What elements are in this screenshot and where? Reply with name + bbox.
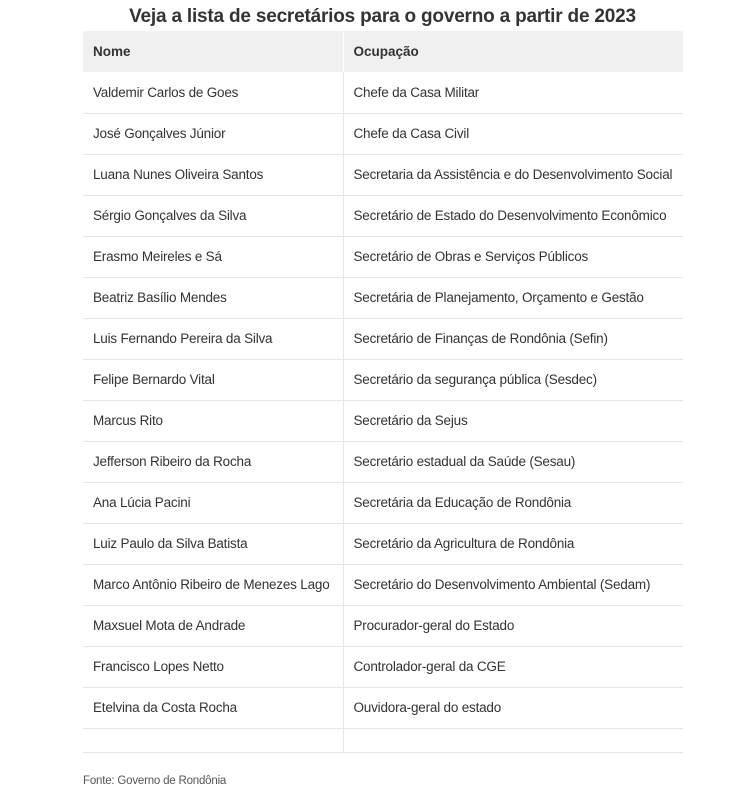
cell-name: Felipe Bernardo Vital	[83, 359, 343, 400]
cell-occupation	[343, 728, 683, 752]
table-row	[83, 687, 683, 728]
table-row-empty	[83, 728, 683, 752]
cell-occupation: Secretário estadual da Saúde (Sesau)	[343, 441, 683, 482]
cell-name: Etelvina da Costa Rocha	[83, 687, 343, 728]
table-row	[83, 441, 683, 482]
table-row	[83, 195, 683, 236]
cell-occupation: Ouvidora-geral do estado	[343, 687, 683, 728]
column-header-nome[interactable]: Nome	[83, 31, 343, 72]
table-row	[83, 113, 683, 154]
cell-occupation: Secretário do Desenvolvimento Ambiental (Sedam)	[343, 564, 683, 605]
cell-occupation: Secretário da Sejus	[343, 400, 683, 441]
cell-name: José Gonçalves Júnior	[83, 113, 343, 154]
cell-name: Maxsuel Mota de Andrade	[83, 605, 343, 646]
cell-occupation: Secretário de Obras e Serviços Públicos	[343, 236, 683, 277]
cell-occupation: Secretário da Agricultura de Rondônia	[343, 523, 683, 564]
cell-name: Ana Lúcia Pacini	[83, 482, 343, 523]
secretaries-table	[83, 31, 683, 753]
cell-name	[83, 728, 343, 752]
table-row	[83, 277, 683, 318]
table-row	[83, 400, 683, 441]
cell-occupation: Controlador-geral da CGE	[343, 646, 683, 687]
table-row	[83, 523, 683, 564]
cell-occupation: Secretário de Estado do Desenvolvimento Econômico	[343, 195, 683, 236]
cell-occupation: Secretária da Educação de Rondônia	[343, 482, 683, 523]
cell-occupation: Chefe da Casa Civil	[343, 113, 683, 154]
cell-name: Beatriz Basílio Mendes	[83, 277, 343, 318]
cell-name: Erasmo Meireles e Sá	[83, 236, 343, 277]
table-header-row	[83, 31, 683, 72]
cell-occupation: Secretaria da Assistência e do Desenvolvimento Social	[343, 154, 683, 195]
cell-name: Luis Fernando Pereira da Silva	[83, 318, 343, 359]
table-row	[83, 236, 683, 277]
table-row	[83, 605, 683, 646]
cell-occupation: Secretária de Planejamento, Orçamento e Gestão	[343, 277, 683, 318]
cell-occupation: Chefe da Casa Militar	[343, 72, 683, 113]
table-row	[83, 154, 683, 195]
source-caption: Fonte: Governo de Rondônia	[83, 775, 227, 787]
table-row	[83, 72, 683, 113]
page-title: Veja a lista de secretários para o governo a partir de 2023	[129, 6, 636, 27]
table-row	[83, 564, 683, 605]
cell-occupation: Secretário de Finanças de Rondônia (Sefin)	[343, 318, 683, 359]
column-header-ocupacao[interactable]: Ocupação	[343, 31, 683, 72]
table-row	[83, 359, 683, 400]
cell-name: Francisco Lopes Netto	[83, 646, 343, 687]
cell-occupation: Secretário da segurança pública (Sesdec)	[343, 359, 683, 400]
cell-occupation: Procurador-geral do Estado	[343, 605, 683, 646]
table-header	[83, 31, 683, 72]
cell-name: Sérgio Gonçalves da Silva	[83, 195, 343, 236]
table-row	[83, 318, 683, 359]
secretaries-table-container	[83, 31, 683, 753]
cell-name: Jefferson Ribeiro da Rocha	[83, 441, 343, 482]
cell-name: Valdemir Carlos de Goes	[83, 72, 343, 113]
table-row	[83, 646, 683, 687]
table-body	[83, 72, 683, 752]
cell-name: Luiz Paulo da Silva Batista	[83, 523, 343, 564]
cell-name: Marco Antônio Ribeiro de Menezes Lago	[83, 564, 343, 605]
cell-name: Luana Nunes Oliveira Santos	[83, 154, 343, 195]
cell-name: Marcus Rito	[83, 400, 343, 441]
table-row	[83, 482, 683, 523]
